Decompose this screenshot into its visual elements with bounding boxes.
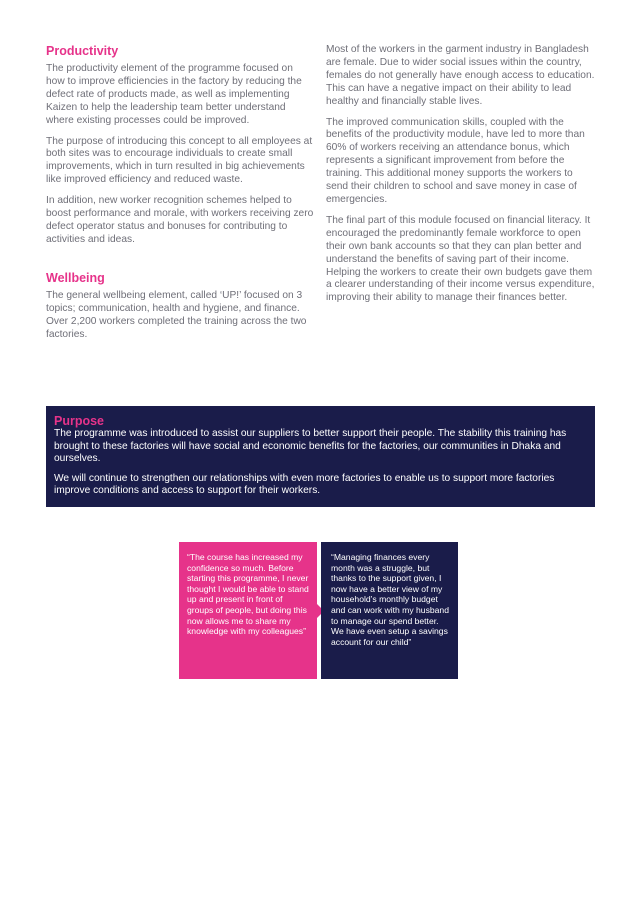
right-paragraph: The improved communication skills, coupled with the benefits of the productivity module, have led to more than 60% of workers receiving an attendance bonus, which represents a significant improvement from before the training. This additional money supports the workers to send their children to school and save money in case of emergencies. <box>326 116 585 205</box>
right-paragraph: Most of the workers in the garment industry in Bangladesh are female. Due to wider social issues within the country, females do not generally have enough access to education. This can have a negative impact on their ability to lead healthy and financially stable lives. <box>326 44 595 107</box>
purpose-box <box>46 406 595 507</box>
left-column <box>46 44 314 349</box>
quote-text: “The course has increased my confidence so much. Before starting this programme, I never thought I would be able to stand up and present in front of groups of people, but doing this now allows me to share my knowledge with my colleagues” <box>187 552 309 637</box>
wellbeing-heading: Wellbeing <box>46 270 105 285</box>
productivity-paragraph: The productivity element of the programme focused on how to improve efficiencies in the factory by reducing the defect rate of products made, as well as implementing Kaizen to help the leadership team better understand where existing processes could be improved. <box>46 63 302 126</box>
productivity-heading: Productivity <box>46 44 119 58</box>
quote-text: “Managing finances every month was a struggle, but thanks to the support given, I now have a better view of my household’s monthly budget and can work with my husband to manage our spend better. We have even setup a savings account for our child” <box>331 552 449 647</box>
right-paragraph: The final part of this module focused on financial literacy. It encouraged the predominantly female workforce to open their own bank accounts so that they can plan better and understand the benefits of saving part of their income. Helping the workers to create their own budgets gave them a clearer understanding of their income versus expenditure, improving their ability to manage their finances better. <box>326 214 595 304</box>
productivity-paragraph: In addition, new worker recognition schemes helped to boost performance and morale, with workers receiving zero defect operator status and bonuses for contributing to activities and ideas. <box>46 195 314 245</box>
purpose-paragraph: We will continue to strengthen our relationships with even more factories to enable us to support more factories improve conditions and access to support for their workers. <box>54 472 555 497</box>
quote-card-confidence <box>179 542 317 679</box>
wellbeing-paragraph: The general wellbeing element, called ‘UP!’ focused on 3 topics; communication, health and hygiene, and finance. Over 2,200 workers completed the training across the two factories. <box>46 289 307 340</box>
purpose-paragraph: The programme was introduced to assist our suppliers to better support their people. The stability this training has brought to these factories will have social and economic benefits for the factories, our communities in Dhaka and ourselves. <box>54 428 567 465</box>
productivity-paragraph: The purpose of introducing this concept to all employees at both sites was to encourage individuals to create small improvements, which in turn resulted in big achievements like improved efficiency and reduced waste. <box>46 135 313 186</box>
wellbeing-section <box>46 271 314 342</box>
purpose-heading: Purpose <box>54 414 105 428</box>
quote-card-finances <box>321 542 458 679</box>
right-column <box>326 44 596 313</box>
